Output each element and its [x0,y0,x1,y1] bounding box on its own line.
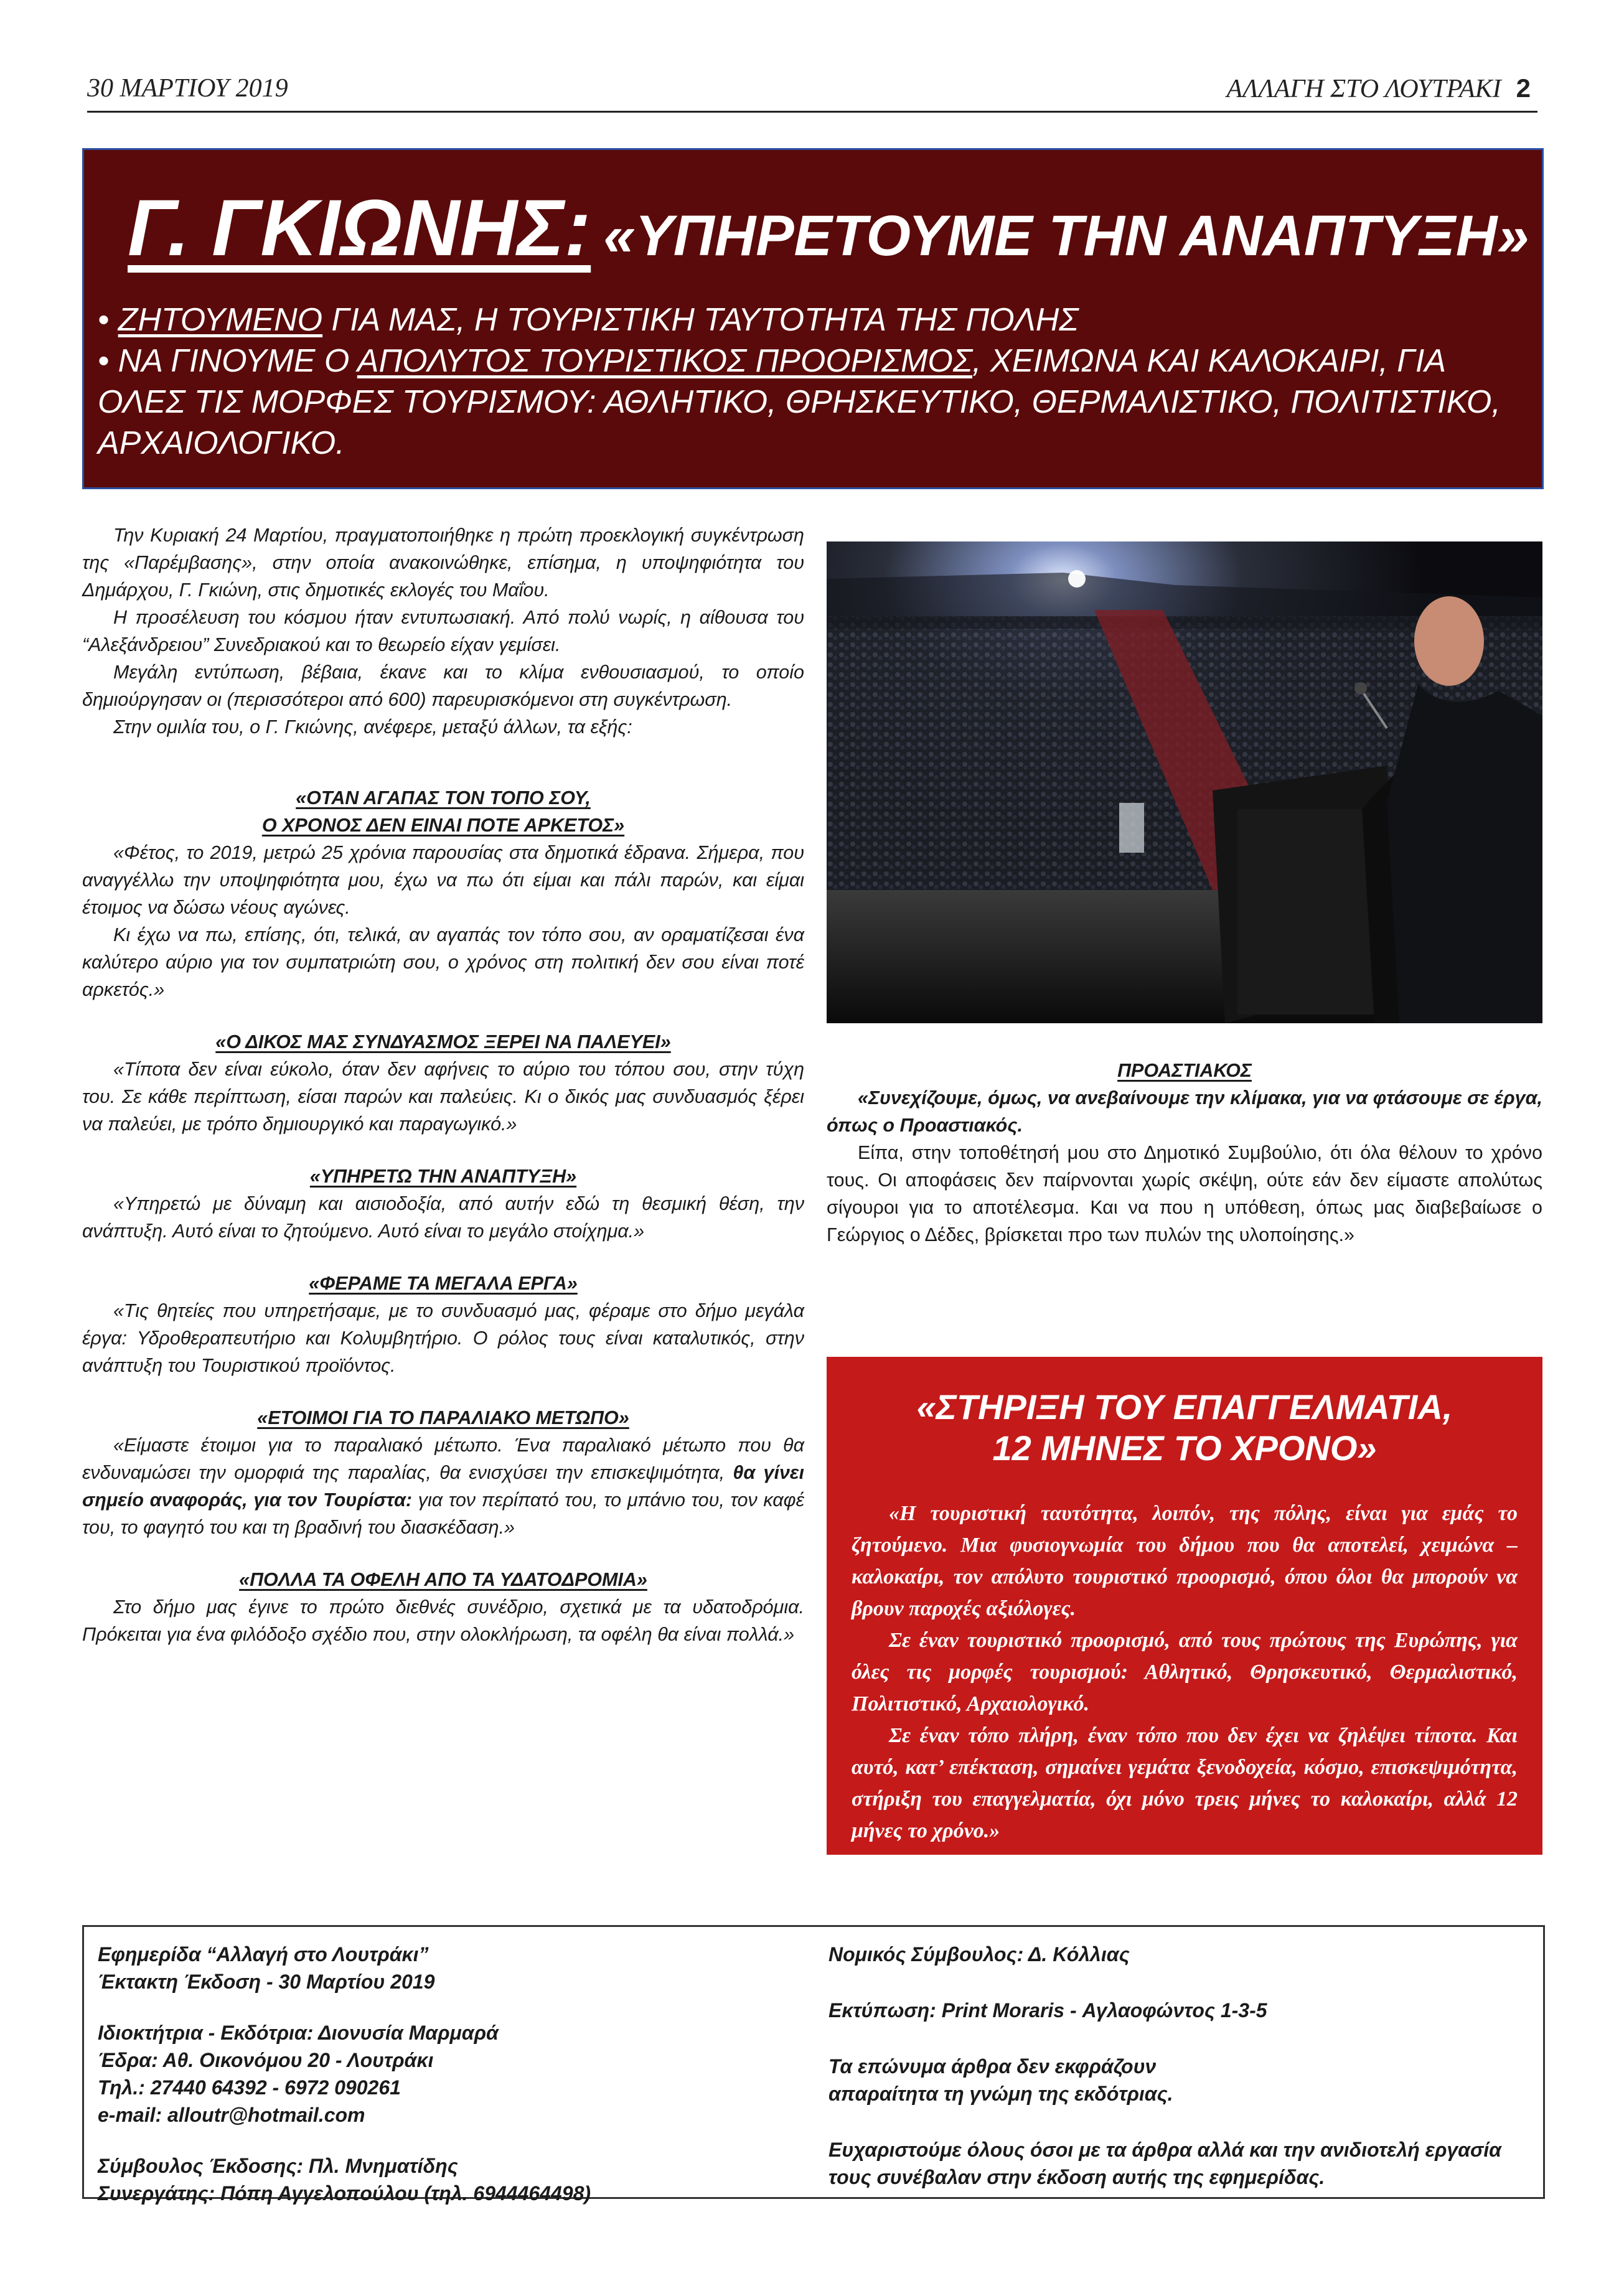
header-rule [87,111,1537,113]
page-number: 2 [1516,73,1531,103]
section-paragraph: Είπα, στην τοποθέτησή μου στο Δημοτικό Συμβούλιο, ότι όλα θέλουν το χρόνο τους. Οι αποφάσεις δεν παίρνονται χωρίς σκέψη, ούτε εάν δεν είμαστε απολύτως σίγουροι για το αποτέλεσμα. Και να που η υπόθεση, όπως μας διαβεβαίωσε ο Γεώργιος ο Δέδες, βρίσκεται προ των πυλών της υλοποίησης.» [827,1142,1542,1245]
headline-bullets [98,299,1529,464]
section-paragraph: «Συνεχίζουμε, όμως, να ανεβαίνουμε την κλίμακα, για να φτάσουμε σε έργα, όπως ο Προαστιακός. [827,1087,1542,1136]
imprint-line: Εφημερίδα “Αλλαγή στο Λουτράκι” [98,1943,429,1966]
imprint-left [98,1941,814,2207]
highlight-paragraph: Σε έναν τόπο πλήρη, έναν τόπο που δεν έχει να ζηλέψει τίποτα. Και αυτό, κατ’ επέκταση, σημαίνει γεμάτα ξενοδοχεία, κόσμο, επισκεψιμότητα, στήριξη του επαγγελματία, όχι μόνο τρεις μήνες το καλοκαίρι, αλλά 12 μήνες το χρόνο.» [852,1724,1518,1842]
headline-quote: «ΥΠΗΡΕΤΟΥΜΕ ΤΗΝ ΑΝΑΠΤΥΞΗ» [603,204,1529,268]
imprint-line: Τηλ.: 27440 64392 - 6972 090261 [98,2076,401,2099]
intro-paragraph: Μεγάλη εντύπωση, βέβαια, έκανε και το κλίμα ενθουσιασμού, το οποίο δημιούργησαν οι (περισσότεροι από 600) παρευρισκόμενοι στη συγκέντρωση. [82,662,804,710]
section-paragraph: Κι έχω να πω, επίσης, ότι, τελικά, αν αγαπάς τον τόπο σου, αν οραματίζεσαι ένα καλύτερο αύριο για τον συμπατριώτη σου, ο χρόνος στη πολιτική δεν σου είναι ποτέ αρκετός.» [82,924,804,1000]
section-paragraph: «Τις θητείες που υπηρετήσαμε, με το συνδυασμό μας, φέραμε στο δήμο μεγάλα έργα: Υδροθεραπευτήριο και Κολυμβητήριο. Ο ρόλος τους είναι καταλυτικός, στην ανάπτυξη του Τουριστικού προϊόντος. [82,1300,804,1376]
highlight-paragraph: Σε έναν τουριστικό προορισμό, από τους πρώτους της Ευρώπης, για όλες τις μορφές τουρισμού: Αθλητικό, Θρησκευτικό, Θερμαλιστικό, Πολιτιστικό, Αρχαιολογικό. [852,1629,1518,1715]
imprint-line: Συνεργάτης: Πόπη Αγγελοπούλου (τηλ. 6944464498) [98,2182,591,2205]
section-heading: ΠΡΟΑΣΤΙΑΚΟΣ [1117,1060,1252,1081]
intro-paragraph: Η προσέλευση του κόσμου ήταν εντυπωσιακή. Από πολύ νωρίς, η αίθουσα του “Αλεξάνδρειου” Συνεδριακού και το θεωρείο είχαν γεμίσει. [82,607,804,655]
section-paragraph: «Υπηρετώ με δύναμη και αισιοδοξία, από αυτήν εδώ τη θεσμική θέση, την ανάπτυξη. Αυτό είναι το ζητούμενο. Αυτό είναι το μεγάλο στοίχημα.» [82,1193,804,1242]
intro-paragraph: Στην ομιλία του, ο Γ. Γκιώνης, ανέφερε, μεταξύ άλλων, τα εξής: [113,716,632,738]
section-heading: «Ο ΔΙΚΟΣ ΜΑΣ ΣΥΝΔΥΑΣΜΟΣ ΞΕΡΕΙ ΝΑ ΠΑΛΕΥΕΙ» [215,1031,671,1052]
intro-paragraph: Την Κυριακή 24 Μαρτίου, πραγματοποιήθηκε η πρώτη προεκλογική συγκέντρωση της «Παρέμβασης», στην οποία ανακοινώθηκε, επίσημα, η υποψηφιότητα του Δημάρχου, Γ. Γκιώνη, στις δημοτικές εκλογές του Μαΐου. [82,525,804,601]
headline-banner [82,148,1544,489]
newspaper-name [1226,73,1531,104]
imprint-line: Εκτύπωση: Print Moraris - Αγλαοφώντος 1-3-5 [828,1999,1267,2022]
highlight-title: «ΣΤΗΡΙΞΗ ΤΟΥ ΕΠΑΓΓΕΛΜΑΤΙΑ, 12 ΜΗΝΕΣ ΤΟ ΧΡΟΝΟ» [916,1387,1453,1468]
article-left-column [82,522,804,1648]
imprint-line: απαραίτητα τη γνώμη της εκδότριας. [828,2083,1173,2105]
speaker-photo-illustration [827,541,1542,1023]
speaker-photo [827,541,1542,1023]
section-paragraph: «Είμαστε έτοιμοι για το παραλιακό μέτωπο. Ένα παραλιακό μέτωπο που θα ενδυναμώσει την ομορφιά της παραλίας, θα ενισχύσει την επισκεψιμότητα, θα γίνει σημείο αναφοράς, για τον Τουρίστα: για τον περίπατό του, το μπάνιο του, τον καφέ του, το φαγητό του και τη βραδινή του διασκέδαση.» [82,1435,804,1538]
headline-name: Γ. ΓΚΙΩΝΗΣ: [128,184,591,273]
imprint-line: Ευχαριστούμε όλους όσοι με τα άρθρα αλλά και την ανιδιοτελή εργασία τους συνέβαλαν στην έκδοση αυτής της εφημερίδας. [828,2139,1501,2188]
article-right-column [827,1057,1542,1249]
imprint-line: Νομικός Σύμβουλος: Δ. Κόλλιας [828,1943,1130,1966]
imprint-box [82,1925,1545,2205]
section-paragraph: Στο δήμο μας έγινε το πρώτο διεθνές συνέδριο, σχετικά με τα υδατοδρόμια. Πρόκειται για ένα φιλόδοξο σχέδιο που, στην ολοκλήρωση, τα οφέλη θα είναι πολλά.» [82,1596,804,1645]
imprint-line: Έδρα: Αθ. Οικονόμου 20 - Λουτράκι [98,2049,434,2071]
imprint-line: e-mail: alloutr@hotmail.com [98,2104,365,2126]
bullet-2: • ΝΑ ΓΙΝΟΥΜΕ Ο ΑΠΟΛΥΤΟΣ ΤΟΥΡΙΣΤΙΚΟΣ ΠΡΟΟΡΙΣΜΟΣ, ΧΕΙΜΩΝΑ ΚΑΙ ΚΑΛΟΚΑΙΡΙ, ΓΙΑ ΟΛΕΣ ΤΙΣ ΜΟΡΦΕΣ ΤΟΥΡΙΣΜΟΥ: ΑΘΛΗΤΙΚΟ, ΘΡΗΣΚΕΥΤΙΚΟ, ΘΕΡΜΑΛΙΣΤΙΚΟ, ΠΟΛΙΤΙΣΤΙΚΟ, ΑΡΧΑΙΟΛΟΓΙΚΟ. [98,343,1501,461]
section-paragraph: «Φέτος, το 2019, μετρώ 25 χρόνια παρουσίας στα δημοτικά έδρανα. Σήμερα, που αναγγέλλω την υποψηφιότητα μου, έχω να πω ότι είμαι και πάλι παρών, και είμαι έτοιμος να δώσω νέους αγώνες. [82,842,804,918]
bullet-1: • ΖΗΤΟΥΜΕΝΟ ΓΙΑ ΜΑΣ, Η ΤΟΥΡΙΣΤΙΚΗ ΤΑΥΤΟΤΗΤΑ ΤΗΣ ΠΟΛΗΣ [98,302,1079,338]
section-heading: «ΦΕΡΑΜΕ ΤΑ ΜΕΓΑΛΑ ΕΡΓΑ» [309,1273,578,1294]
imprint-line: Τα επώνυμα άρθρα δεν εκφράζουν [828,2055,1157,2078]
newspaper-title: ΑΛΛΑΓΗ ΣΤΟ ΛΟΥΤΡΑΚΙ [1226,75,1501,103]
imprint-line: Ιδιοκτήτρια - Εκδότρια: Διονυσία Μαρμαρά [98,2022,499,2044]
section-heading: «ΥΠΗΡΕΤΩ ΤΗΝ ΑΝΑΠΤΥΞΗ» [309,1166,577,1187]
headline [128,182,1529,274]
issue-date: 30 ΜΑΡΤΙΟΥ 2019 [87,74,288,103]
section-paragraph: «Τίποτα δεν είναι εύκολο, όταν δεν αφήνεις το αύριο του τόπου σου, στην τύχη του. Σε κάθε περίπτωση, είσαι παρών και παλεύεις. Κι ο δικός μας συνδυασμός ξέρει να παλεύει, με τρόπο δημιουργικό και παραγωγικό.» [82,1059,804,1135]
section-heading: «ΟΤΑΝ ΑΓΑΠΑΣ ΤΟΝ ΤΟΠΟ ΣΟΥ, Ο ΧΡΟΝΟΣ ΔΕΝ ΕΙΝΑΙ ΠΟΤΕ ΑΡΚΕΤΟΣ» [261,787,625,836]
highlight-body [852,1497,1518,1847]
highlight-box [827,1357,1542,1855]
imprint-right [828,1941,1532,2191]
imprint-line: Σύμβουλος Έκδοσης: Πλ. Μνηματίδης [98,2155,458,2177]
section-heading: «ΠΟΛΛΑ ΤΑ ΟΦΕΛΗ ΑΠΟ ΤΑ ΥΔΑΤΟΔΡΟΜΙΑ» [239,1569,647,1590]
imprint-line: Έκτακτη Έκδοση - 30 Μαρτίου 2019 [98,1971,435,1993]
section-heading: «ΕΤΟΙΜΟΙ ΓΙΑ ΤΟ ΠΑΡΑΛΙΑΚΟ ΜΕΤΩΠΟ» [257,1407,629,1428]
highlight-paragraph: «Η τουριστική ταυτότητα, λοιπόν, της πόλης, είναι για εμάς το ζητούμενο. Μια φυσιογνωμία του δήμου που θα αποτελεί, χειμώνα – καλοκαίρι, τον απόλυτο τουριστικό προορισμό, όπου όλοι θα μπορούν να βρουν παροχές αξιόλογες. [852,1502,1518,1620]
